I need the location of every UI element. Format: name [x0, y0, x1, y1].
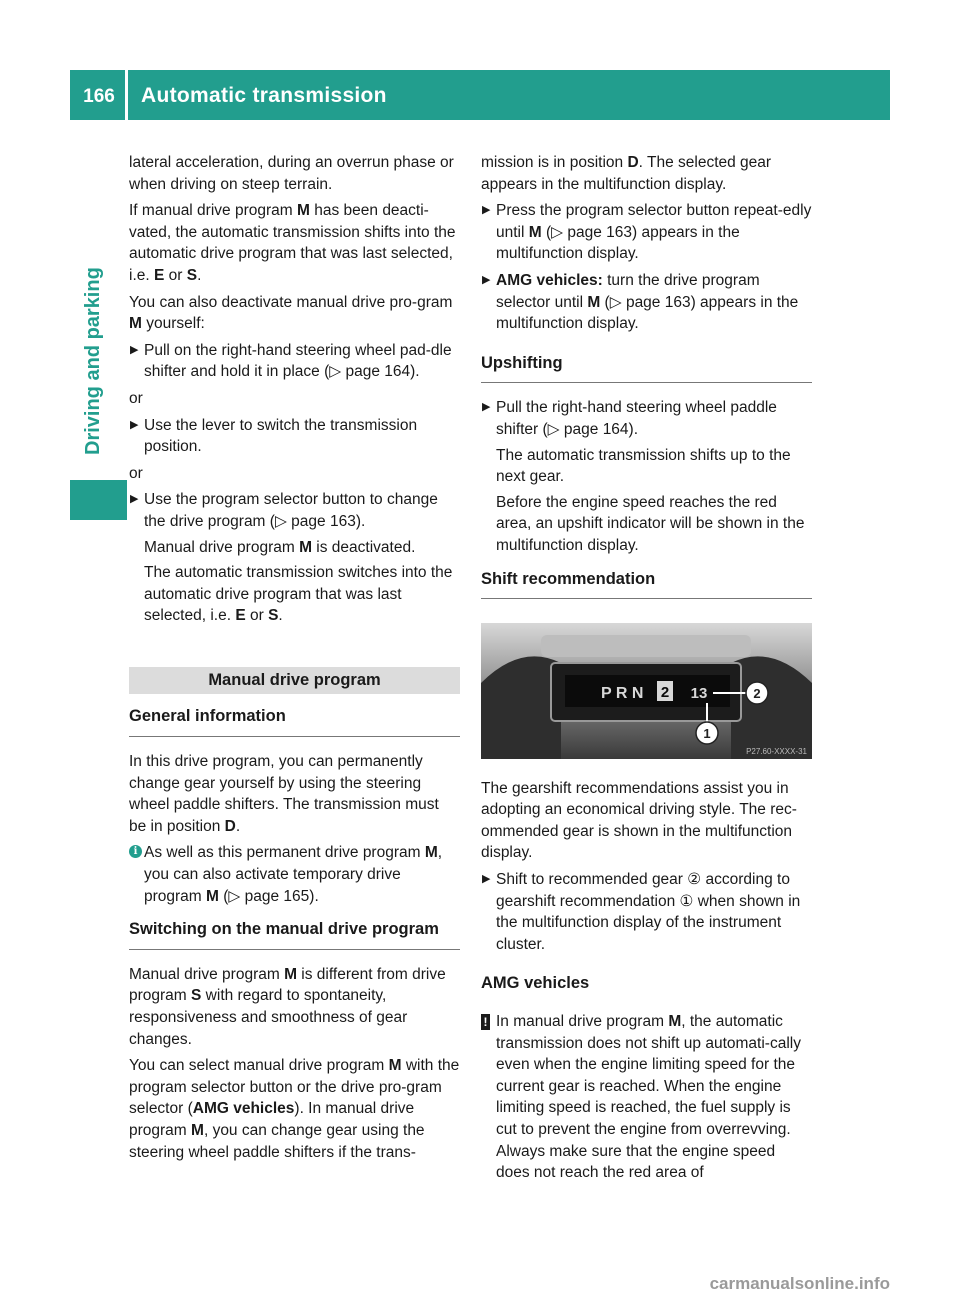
arrow-icon: ▶: [130, 493, 139, 506]
header-divider: [125, 70, 128, 120]
recommended-gear: 13: [690, 685, 708, 703]
paragraph: You can select manual drive program M with the program selector button or the drive pro-gram selector (AMG vehicles). In manual drive program M, you can change gear using the steering wheel paddle shifters if the trans-: [129, 1057, 460, 1161]
left-column: [129, 152, 460, 1168]
list-item: ▶ Use the lever to switch the transmission position.: [130, 416, 418, 456]
arrow-icon: ▶: [482, 273, 491, 286]
paragraph: mission is in position D. The selected gear appears in the multifunction display.: [481, 154, 772, 193]
side-tab-label: Driving and parking: [82, 267, 104, 455]
paragraph: In this drive program, you can permanently change gear yourself by using the steering wheel paddle shifters. The transmission must be in position D.: [129, 753, 439, 835]
or-text: or: [129, 389, 143, 407]
gear-letters: P R N: [601, 685, 644, 703]
paragraph: Manual drive program M is different from drive program S with regard to spontaneity, responsiveness and smoothness of gear changes.: [129, 965, 446, 1048]
heading-switching-on: Switching on the manual drive program: [129, 919, 460, 950]
page-title: Automatic transmission: [141, 84, 387, 107]
list-item: ▶ Pull the right-hand steering wheel paddle shifter (▷ page 164). The automatic transmission shifts up to the next gear. Before the engine speed reaches the red area, an upshift indicator will be shown in the multifunction display.: [482, 399, 805, 554]
section-title: Manual drive program: [129, 667, 460, 695]
arrow-icon: ▶: [482, 401, 491, 414]
paragraph: If manual drive program M has been deacti-vated, the automatic transmission shifts into the automatic drive program that was last selected, i.e. E or S.: [129, 202, 456, 284]
heading-shift-recommendation: Shift recommendation: [481, 569, 812, 600]
current-gear: 2: [660, 684, 670, 702]
list-item: ▶ Shift to recommended gear ② according to gearshift recommendation ① when shown in the multifunction display of the instrument cluster.: [482, 871, 801, 953]
list-item: ▶ Press the program selector button repeat-edly until M (▷ page 163) appears in the multifunction display.: [482, 202, 812, 263]
info-icon: i: [129, 845, 142, 858]
page-number: 166: [83, 86, 115, 107]
heading-amg-vehicles: AMG vehicles: [481, 974, 590, 993]
figure-code: P27.60-XXXX-31: [746, 747, 807, 757]
callout-1-label: 1: [703, 726, 711, 742]
paragraph: The gearshift recommendations assist you in adopting an economical driving style. The rec-ommended gear is shown in the multifunction display.: [481, 779, 797, 862]
warning-note: ! In manual drive program M, the automatic transmission does not shift up automati-cally even when the engine limiting speed for the current gear is reached. When the engine limiting speed is reached, the fuel supply is cut to prevent the engine from overrevving. Always make sure that the engine speed does not reach the red area of: [481, 1011, 812, 1184]
info-note: i As well as this permanent drive program M, you can also activate temporary drive program M (▷ page 165).: [129, 842, 460, 907]
heading-upshifting: Upshifting: [481, 353, 812, 384]
heading-general-information: General information: [129, 706, 460, 737]
arrow-icon: ▶: [130, 418, 139, 431]
list-item: ▶ Use the program selector button to change the drive program (▷ page 163). Manual drive program M is deactivated. The automatic transmission switches into the automatic drive program that was last selected, i.e. E or S.: [130, 491, 453, 625]
watermark: carmanualsonline.info: [709, 1274, 890, 1293]
display-top-panel: [541, 635, 751, 657]
paragraph: You can also deactivate manual drive pro-gram M yourself:: [129, 293, 453, 333]
paragraph: lateral acceleration, during an overrun phase or when driving on steep terrain.: [129, 154, 454, 193]
list-item: ▶ AMG vehicles: turn the drive program selector until M (▷ page 163) appears in the multifunction display.: [482, 271, 799, 333]
right-column: [481, 152, 812, 1184]
side-tab-marker: [70, 480, 127, 520]
list-item: ▶ Pull on the right-hand steering wheel pad-dle shifter and hold it in place (▷ page 164).: [130, 341, 452, 381]
arrow-icon: ▶: [482, 204, 491, 217]
arrow-icon: ▶: [130, 343, 139, 356]
or-text: or: [129, 464, 143, 482]
warning-icon: !: [481, 1014, 490, 1030]
arrow-icon: ▶: [482, 873, 491, 886]
instrument-cluster-figure: [481, 623, 812, 759]
callout-2-label: 2: [753, 686, 761, 702]
